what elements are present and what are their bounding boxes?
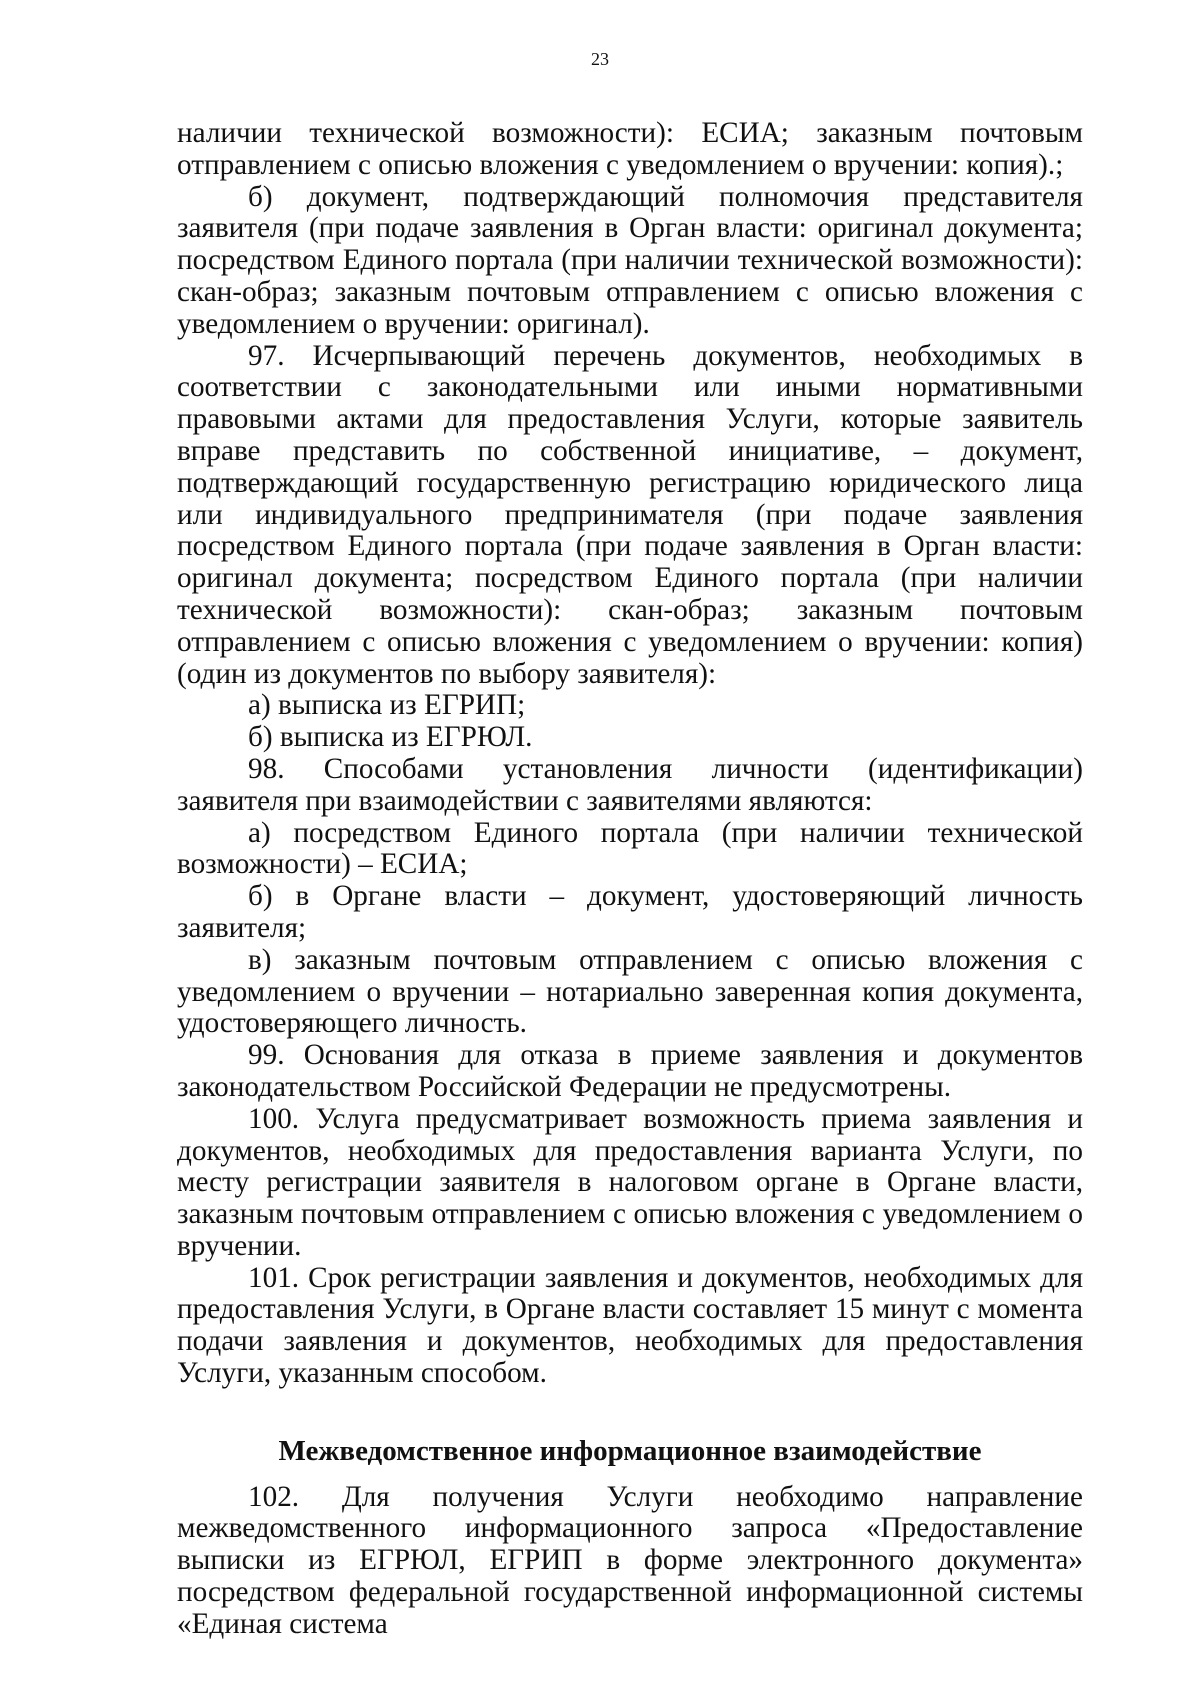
paragraph-101: 101. Срок регистрации заявления и документов, необходимых для предоставления Услуги, в Органе власти составляет 15 минут с момента подачи заявления и документов, необходимых для предоставления Услуги, указанным способом. (177, 1261, 1083, 1390)
paragraph-100: 100. Услуга предусматривает возможность приема заявления и документов, необходимых для предоставления варианта Услуги, по месту регистрации заявителя в налоговом органе в Органе власти, заказным почтовым отправлением с описью вложения с уведомлением о вручении. (177, 1102, 1083, 1262)
list-item-98-c: в) заказным почтовым отправлением с описью вложения с уведомлением о вручении – нотариально заверенная копия документа, удостоверяющего личность. (177, 943, 1083, 1040)
paragraph-authority-document: б) документ, подтверждающий полномочия представителя заявителя (при подаче заявления в Орган власти: оригинал документа; посредством Единого портала (при наличии технической возможности): скан-образ; заказным почтовым отправлением с описью вложения с уведомлением о вручении: оригинал). (177, 180, 1083, 340)
list-item-98-a: а) посредством Единого портала (при наличии технической возможности) – ЕСИА; (177, 816, 1083, 881)
section-heading: Межведомственное информационное взаимодействие (278, 1434, 982, 1467)
paragraph-continuation: наличии технической возможности): ЕСИА; заказным почтовым отправлением с описью вложения с уведомлением о вручении: копия).; (177, 117, 1083, 181)
page-number: 23 (591, 49, 609, 69)
section-spacer (177, 1390, 1083, 1436)
paragraph-97: 97. Исчерпывающий перечень документов, необходимых в соответствии с законодательными или иными нормативными правовыми актами для предоставления Услуги, которые заявитель вправе представить по собственной инициативе, – документ, подтверждающий государственную регистрацию юридического лица или индивидуального предпринимателя (при подаче заявления посредством Единого портала (при подаче заявления в Орган власти: оригинал документа; посредством Единого портала (при наличии технической возможности): скан-образ; заказным почтовым отправлением с описью вложения с уведомлением о вручении: копия) (один из документов по выбору заявителя): (177, 339, 1083, 690)
list-item-egrip-extract: а) выписка из ЕГРИП; (248, 689, 526, 722)
section-spacer (177, 1468, 1083, 1482)
paragraph-98: 98. Способами установления личности (идентификации) заявителя при взаимодействии с заявителями являются: (177, 752, 1083, 817)
document-body (177, 118, 1083, 1641)
paragraph-99: 99. Основания для отказа в приеме заявления и документов законодательством Российской Федерации не предусмотрены. (177, 1039, 1083, 1103)
paragraph-102: 102. Для получения Услуги необходимо направление межведомственного информационного запроса «Предоставление выписки из ЕГРЮЛ, ЕГРИП в форме электронного документа» посредством федеральной государственной информационной системы «Единая система (177, 1480, 1083, 1640)
list-item-egrul-extract: б) выписка из ЕГРЮЛ. (248, 721, 533, 754)
list-item-98-b: б) в Органе власти – документ, удостоверяющий личность заявителя; (177, 880, 1083, 944)
